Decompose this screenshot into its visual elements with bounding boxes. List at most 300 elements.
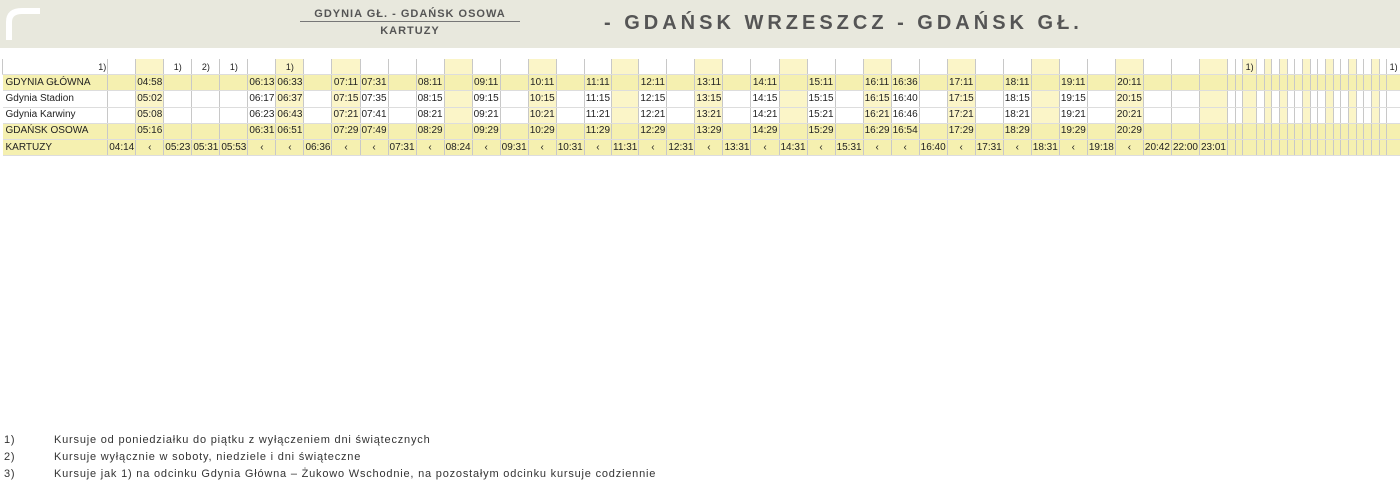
departure-time: 16:15 <box>863 91 891 107</box>
departure-time <box>919 123 947 139</box>
departure-time <box>1235 139 1243 155</box>
departure-time <box>1341 75 1349 91</box>
departure-time: 10:11 <box>528 75 556 91</box>
note-marker <box>1348 59 1356 75</box>
departure-time <box>1279 75 1287 91</box>
departure-time: 07:35 <box>360 91 388 107</box>
departure-time: 18:29 <box>1003 123 1031 139</box>
departure-time: 06:31 <box>248 123 276 139</box>
departure-time: 07:49 <box>360 123 388 139</box>
departure-time: 10:21 <box>528 107 556 123</box>
departure-time <box>1235 91 1243 107</box>
departure-time: 12:15 <box>639 91 667 107</box>
departure-time <box>1272 123 1280 139</box>
departure-time <box>220 107 248 123</box>
departure-time <box>192 123 220 139</box>
departure-time: ‹ <box>639 139 667 155</box>
departure-time: 19:15 <box>1059 91 1087 107</box>
departure-time: ‹ <box>584 139 611 155</box>
departure-time: 08:15 <box>416 91 444 107</box>
departure-time <box>612 123 639 139</box>
departure-time <box>1325 123 1333 139</box>
note-marker <box>360 59 388 75</box>
departure-time <box>667 91 695 107</box>
departure-time <box>1325 139 1333 155</box>
departure-time: 07:31 <box>360 75 388 91</box>
departure-time: 15:11 <box>807 75 835 91</box>
departure-time <box>1302 75 1310 91</box>
departure-time <box>723 91 751 107</box>
departure-time <box>779 91 807 107</box>
departure-time <box>444 75 472 91</box>
departure-time <box>1379 107 1387 123</box>
departure-time <box>919 107 947 123</box>
departure-time: 05:16 <box>136 123 164 139</box>
departure-time: 06:17 <box>248 91 276 107</box>
departure-time: 13:15 <box>695 91 723 107</box>
departure-time: 17:11 <box>947 75 975 91</box>
departure-time <box>1348 123 1356 139</box>
station-name: Gdynia Karwiny <box>3 107 108 123</box>
departure-time <box>220 123 248 139</box>
departure-time <box>1031 107 1059 123</box>
departure-time <box>1228 139 1236 155</box>
departure-time <box>164 107 192 123</box>
departure-time <box>1287 91 1295 107</box>
departure-time <box>1302 139 1310 155</box>
departure-time <box>1387 107 1400 123</box>
departure-time: 09:15 <box>472 91 500 107</box>
departure-time: 16:21 <box>863 107 891 123</box>
departure-time: ‹ <box>136 139 164 155</box>
note-marker <box>975 59 1003 75</box>
departure-time <box>1256 75 1264 91</box>
station-row <box>3 107 1400 123</box>
departure-time <box>1371 139 1379 155</box>
departure-time <box>220 91 248 107</box>
departure-time <box>1348 75 1356 91</box>
note-marker <box>332 59 360 75</box>
departure-time <box>1171 123 1199 139</box>
departure-time: ‹ <box>807 139 835 155</box>
note-marker: 1) <box>276 59 304 75</box>
departure-time <box>556 107 584 123</box>
departure-time <box>723 123 751 139</box>
departure-time <box>1279 107 1287 123</box>
departure-time: 16:40 <box>919 139 947 155</box>
departure-time <box>835 123 863 139</box>
departure-time <box>1243 91 1257 107</box>
departure-time: 15:21 <box>807 107 835 123</box>
departure-time <box>1341 123 1349 139</box>
departure-time <box>667 107 695 123</box>
note-marker <box>1302 59 1310 75</box>
departure-time <box>1318 107 1326 123</box>
departure-time: 08:29 <box>416 123 444 139</box>
departure-time <box>500 107 528 123</box>
departure-time <box>1264 75 1272 91</box>
departure-time <box>1256 139 1264 155</box>
departure-time <box>1310 91 1318 107</box>
departure-time <box>723 75 751 91</box>
departure-time: 05:31 <box>192 139 220 155</box>
departure-time <box>1379 123 1387 139</box>
departure-time <box>1371 75 1379 91</box>
departure-time <box>1087 91 1115 107</box>
departure-time <box>1356 107 1364 123</box>
departure-time <box>1371 91 1379 107</box>
departure-time <box>612 107 639 123</box>
departure-time: 06:51 <box>276 123 304 139</box>
departure-time: 10:29 <box>528 123 556 139</box>
departure-time <box>1387 123 1400 139</box>
departure-time: 20:21 <box>1115 107 1143 123</box>
departure-time <box>1356 139 1364 155</box>
departure-time <box>1379 91 1387 107</box>
route-subtitle-bottom: KARTUZY <box>380 25 440 37</box>
departure-time: ‹ <box>863 139 891 155</box>
departure-time: 19:18 <box>1087 139 1115 155</box>
departure-time <box>1310 139 1318 155</box>
departure-time: 08:24 <box>444 139 472 155</box>
departure-time: ‹ <box>695 139 723 155</box>
departure-time <box>667 123 695 139</box>
departure-time: ‹ <box>248 139 276 155</box>
departure-time: 12:11 <box>639 75 667 91</box>
departure-time: 14:11 <box>751 75 779 91</box>
departure-time: 15:15 <box>807 91 835 107</box>
note-marker <box>639 59 667 75</box>
departure-time: 12:29 <box>639 123 667 139</box>
station-row <box>3 75 1400 91</box>
departure-time <box>1333 107 1341 123</box>
departure-time <box>388 91 416 107</box>
departure-time: 11:29 <box>584 123 611 139</box>
brand-logo-icon <box>0 0 40 40</box>
departure-time: 20:11 <box>1115 75 1143 91</box>
departure-time: 07:41 <box>360 107 388 123</box>
departure-time <box>1256 123 1264 139</box>
departure-time <box>1287 75 1295 91</box>
departure-time <box>1228 123 1236 139</box>
departure-time <box>975 107 1003 123</box>
departure-time <box>612 91 639 107</box>
departure-time: 08:21 <box>416 107 444 123</box>
note-marker <box>1031 59 1059 75</box>
departure-time: 17:15 <box>947 91 975 107</box>
departure-time <box>1243 139 1257 155</box>
note-marker <box>947 59 975 75</box>
departure-time: 16:40 <box>891 91 919 107</box>
departure-time: 05:08 <box>136 107 164 123</box>
departure-time <box>1348 107 1356 123</box>
departure-time <box>667 75 695 91</box>
departure-time: 09:11 <box>472 75 500 91</box>
departure-time <box>1199 123 1227 139</box>
departure-time <box>108 107 136 123</box>
departure-time <box>1387 75 1400 91</box>
timetable-grid <box>2 59 1400 156</box>
departure-time <box>1302 107 1310 123</box>
departure-time: 12:31 <box>667 139 695 155</box>
departure-time: 14:31 <box>779 139 807 155</box>
note-marker <box>612 59 639 75</box>
departure-time: ‹ <box>416 139 444 155</box>
departure-time <box>108 123 136 139</box>
departure-time <box>1356 91 1364 107</box>
departure-time <box>1348 91 1356 107</box>
departure-time: ‹ <box>751 139 779 155</box>
departure-time: 15:29 <box>807 123 835 139</box>
note-marker <box>807 59 835 75</box>
note-marker <box>1264 59 1272 75</box>
departure-time: 18:15 <box>1003 91 1031 107</box>
note-marker <box>751 59 779 75</box>
departure-time <box>444 107 472 123</box>
departure-time <box>1371 107 1379 123</box>
departure-time <box>500 75 528 91</box>
departure-time: 04:58 <box>136 75 164 91</box>
departure-time <box>108 75 136 91</box>
departure-time <box>919 91 947 107</box>
note-marker <box>388 59 416 75</box>
departure-time: 09:21 <box>472 107 500 123</box>
departure-time <box>1256 107 1264 123</box>
departure-time <box>220 75 248 91</box>
note-marker: 2) <box>192 59 220 75</box>
departure-time <box>1325 75 1333 91</box>
departure-time <box>1235 107 1243 123</box>
departure-time <box>1364 139 1372 155</box>
station-name: KARTUZY <box>3 139 108 155</box>
note-marker <box>584 59 611 75</box>
departure-time <box>164 123 192 139</box>
departure-time: 14:29 <box>751 123 779 139</box>
note-marker <box>1325 59 1333 75</box>
departure-time <box>1364 107 1372 123</box>
station-name: GDYNIA GŁÓWNA <box>3 75 108 91</box>
departure-time: 18:31 <box>1031 139 1059 155</box>
departure-time <box>1228 75 1236 91</box>
timetable-header <box>0 0 1400 48</box>
footnote-text: Kursuje jak 1) na odcinku Gdynia Główna – Żukowo Wschodnie, na pozostałym odcinku kursuje codziennie <box>54 468 657 480</box>
departure-time <box>1356 123 1364 139</box>
note-marker: 1) <box>1387 59 1400 75</box>
note-marker <box>1059 59 1087 75</box>
note-marker <box>528 59 556 75</box>
departure-time <box>1295 107 1303 123</box>
note-marker <box>1371 59 1379 75</box>
departure-time <box>500 91 528 107</box>
departure-time <box>1341 107 1349 123</box>
note-marker <box>472 59 500 75</box>
departure-time: 19:11 <box>1059 75 1087 91</box>
departure-time: 20:29 <box>1115 123 1143 139</box>
departure-time <box>1228 91 1236 107</box>
departure-time <box>388 123 416 139</box>
departure-time: 13:31 <box>723 139 751 155</box>
footnote-1 <box>4 432 656 449</box>
departure-time: ‹ <box>1115 139 1143 155</box>
note-marker <box>304 59 332 75</box>
station-name: Gdynia Stadion <box>3 91 108 107</box>
departure-time: 16:36 <box>891 75 919 91</box>
departure-time: ‹ <box>472 139 500 155</box>
departure-time <box>1199 91 1227 107</box>
departure-time <box>1379 75 1387 91</box>
departure-time: ‹ <box>1003 139 1031 155</box>
departure-time: 09:29 <box>472 123 500 139</box>
departure-time: 20:15 <box>1115 91 1143 107</box>
departure-time <box>192 107 220 123</box>
note-marker <box>416 59 444 75</box>
departure-time: 06:23 <box>248 107 276 123</box>
departure-time <box>1333 75 1341 91</box>
departure-time: 22:00 <box>1171 139 1199 155</box>
departure-time <box>192 91 220 107</box>
departure-time <box>975 123 1003 139</box>
departure-time <box>1171 107 1199 123</box>
departure-time <box>1302 91 1310 107</box>
departure-time: 15:31 <box>835 139 863 155</box>
departure-time <box>779 75 807 91</box>
departure-time: 07:11 <box>332 75 360 91</box>
departure-time <box>1295 91 1303 107</box>
departure-time <box>1143 75 1171 91</box>
note-marker <box>556 59 584 75</box>
departure-time <box>1318 139 1326 155</box>
departure-time: 18:11 <box>1003 75 1031 91</box>
departure-time <box>304 91 332 107</box>
departure-time <box>1295 139 1303 155</box>
departure-time: 19:21 <box>1059 107 1087 123</box>
departure-time <box>1272 75 1280 91</box>
departure-time <box>1199 75 1227 91</box>
note-marker <box>667 59 695 75</box>
note-marker <box>1087 59 1115 75</box>
note-marker <box>835 59 863 75</box>
departure-time <box>1243 123 1257 139</box>
departure-time: 05:53 <box>220 139 248 155</box>
note-marker <box>1287 59 1295 75</box>
note-marker <box>891 59 919 75</box>
departure-time: ‹ <box>332 139 360 155</box>
note-marker: 1) <box>220 59 248 75</box>
departure-time: ‹ <box>360 139 388 155</box>
departure-time <box>1272 107 1280 123</box>
departure-time: 16:29 <box>863 123 891 139</box>
departure-time <box>835 107 863 123</box>
departure-time <box>1364 75 1372 91</box>
departure-time: 18:21 <box>1003 107 1031 123</box>
departure-time <box>1387 139 1400 155</box>
departure-time: 07:15 <box>332 91 360 107</box>
note-marker <box>1235 59 1243 75</box>
departure-time <box>1228 107 1236 123</box>
footnotes <box>4 432 656 483</box>
departure-time <box>1318 123 1326 139</box>
departure-time <box>1364 91 1372 107</box>
departure-time <box>164 75 192 91</box>
note-marker: 1) <box>164 59 192 75</box>
departure-time <box>1318 75 1326 91</box>
departure-time: 20:42 <box>1143 139 1171 155</box>
departure-time <box>1087 107 1115 123</box>
departure-time: ‹ <box>947 139 975 155</box>
departure-time <box>1264 123 1272 139</box>
departure-time <box>1279 139 1287 155</box>
departure-time <box>1235 75 1243 91</box>
departure-time <box>1171 75 1199 91</box>
departure-time <box>835 75 863 91</box>
departure-time <box>1318 91 1326 107</box>
departure-time <box>1143 91 1171 107</box>
departure-time <box>1295 123 1303 139</box>
note-marker: 1) <box>1243 59 1257 75</box>
departure-time: ‹ <box>891 139 919 155</box>
note-marker <box>1310 59 1318 75</box>
departure-time <box>1264 139 1272 155</box>
station-name: GDAŃSK OSOWA <box>3 123 108 139</box>
departure-time <box>612 75 639 91</box>
departure-time <box>444 123 472 139</box>
departure-time: 13:29 <box>695 123 723 139</box>
departure-time <box>108 91 136 107</box>
departure-time: 11:11 <box>584 75 611 91</box>
departure-time: 06:37 <box>276 91 304 107</box>
departure-time <box>556 75 584 91</box>
departure-time <box>192 75 220 91</box>
note-marker <box>1228 59 1236 75</box>
note-marker <box>1272 59 1280 75</box>
note-marker <box>1341 59 1349 75</box>
departure-time <box>1031 123 1059 139</box>
departure-time <box>1371 123 1379 139</box>
station-row <box>3 91 1400 107</box>
note-marker <box>444 59 472 75</box>
departure-time: 06:33 <box>276 75 304 91</box>
departure-time <box>1295 75 1303 91</box>
departure-time <box>1364 123 1372 139</box>
departure-time: 11:15 <box>584 91 611 107</box>
departure-time: 17:31 <box>975 139 1003 155</box>
departure-time <box>1348 139 1356 155</box>
departure-time <box>975 91 1003 107</box>
note-marker <box>1379 59 1387 75</box>
departure-time <box>1087 75 1115 91</box>
note-marker <box>919 59 947 75</box>
departure-time <box>1143 123 1171 139</box>
departure-time: 10:15 <box>528 91 556 107</box>
departure-time <box>1279 123 1287 139</box>
departure-time <box>1333 139 1341 155</box>
note-marker <box>1003 59 1031 75</box>
departure-time <box>1256 91 1264 107</box>
footnote-3 <box>4 466 656 483</box>
departure-time <box>556 123 584 139</box>
note-marker <box>1279 59 1287 75</box>
note-marker <box>779 59 807 75</box>
timetable <box>2 59 1400 156</box>
departure-time <box>1031 75 1059 91</box>
footnote-text: Kursuje wyłącznie w soboty, niedziele i dni świąteczne <box>54 451 362 463</box>
departure-time <box>1031 91 1059 107</box>
departure-time <box>919 75 947 91</box>
departure-time: 11:31 <box>612 139 639 155</box>
departure-time <box>304 107 332 123</box>
departure-time <box>1333 123 1341 139</box>
departure-time: ‹ <box>1059 139 1087 155</box>
